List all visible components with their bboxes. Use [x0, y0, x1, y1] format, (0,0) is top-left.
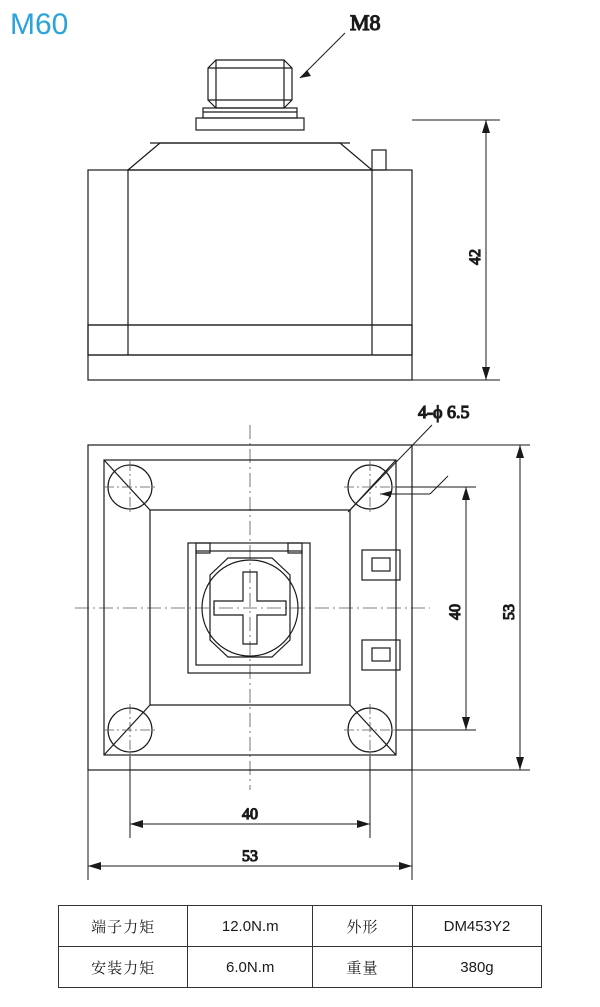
right-terminal-slots — [362, 550, 400, 670]
dim-42 — [412, 120, 500, 380]
plan-center-lines — [75, 425, 430, 790]
m8-label: M8 — [350, 10, 381, 35]
terminal-torque-label: 端子力矩 — [59, 906, 188, 947]
dim-53-horizontal-label: 53 — [242, 848, 258, 865]
dim-53-vertical-label: 53 — [501, 604, 518, 620]
dim-42-label: 42 — [467, 249, 484, 265]
dim-40-vertical — [396, 487, 476, 730]
holes-leader — [348, 425, 448, 512]
terminal-torque-value: 12.0N.m — [188, 906, 313, 947]
mounting-torque-label: 安装力矩 — [59, 947, 188, 988]
side-view-bolt — [196, 60, 304, 130]
table-row — [59, 947, 542, 988]
mounting-torque-value: 6.0N.m — [188, 947, 313, 988]
model-label: M60 — [10, 8, 69, 41]
table-row — [59, 906, 542, 947]
holes-label: 4-ϕ 6.5 — [418, 402, 470, 422]
weight-value: 380g — [412, 947, 541, 988]
spec-table — [58, 905, 542, 988]
dim-40-vertical-label: 40 — [447, 604, 464, 620]
shape-value: DM453Y2 — [412, 906, 541, 947]
side-view-body — [88, 143, 412, 380]
weight-label: 重量 — [313, 947, 413, 988]
m8-leader — [300, 33, 345, 78]
shape-label: 外形 — [313, 906, 413, 947]
dim-40-horizontal-label: 40 — [242, 806, 258, 823]
